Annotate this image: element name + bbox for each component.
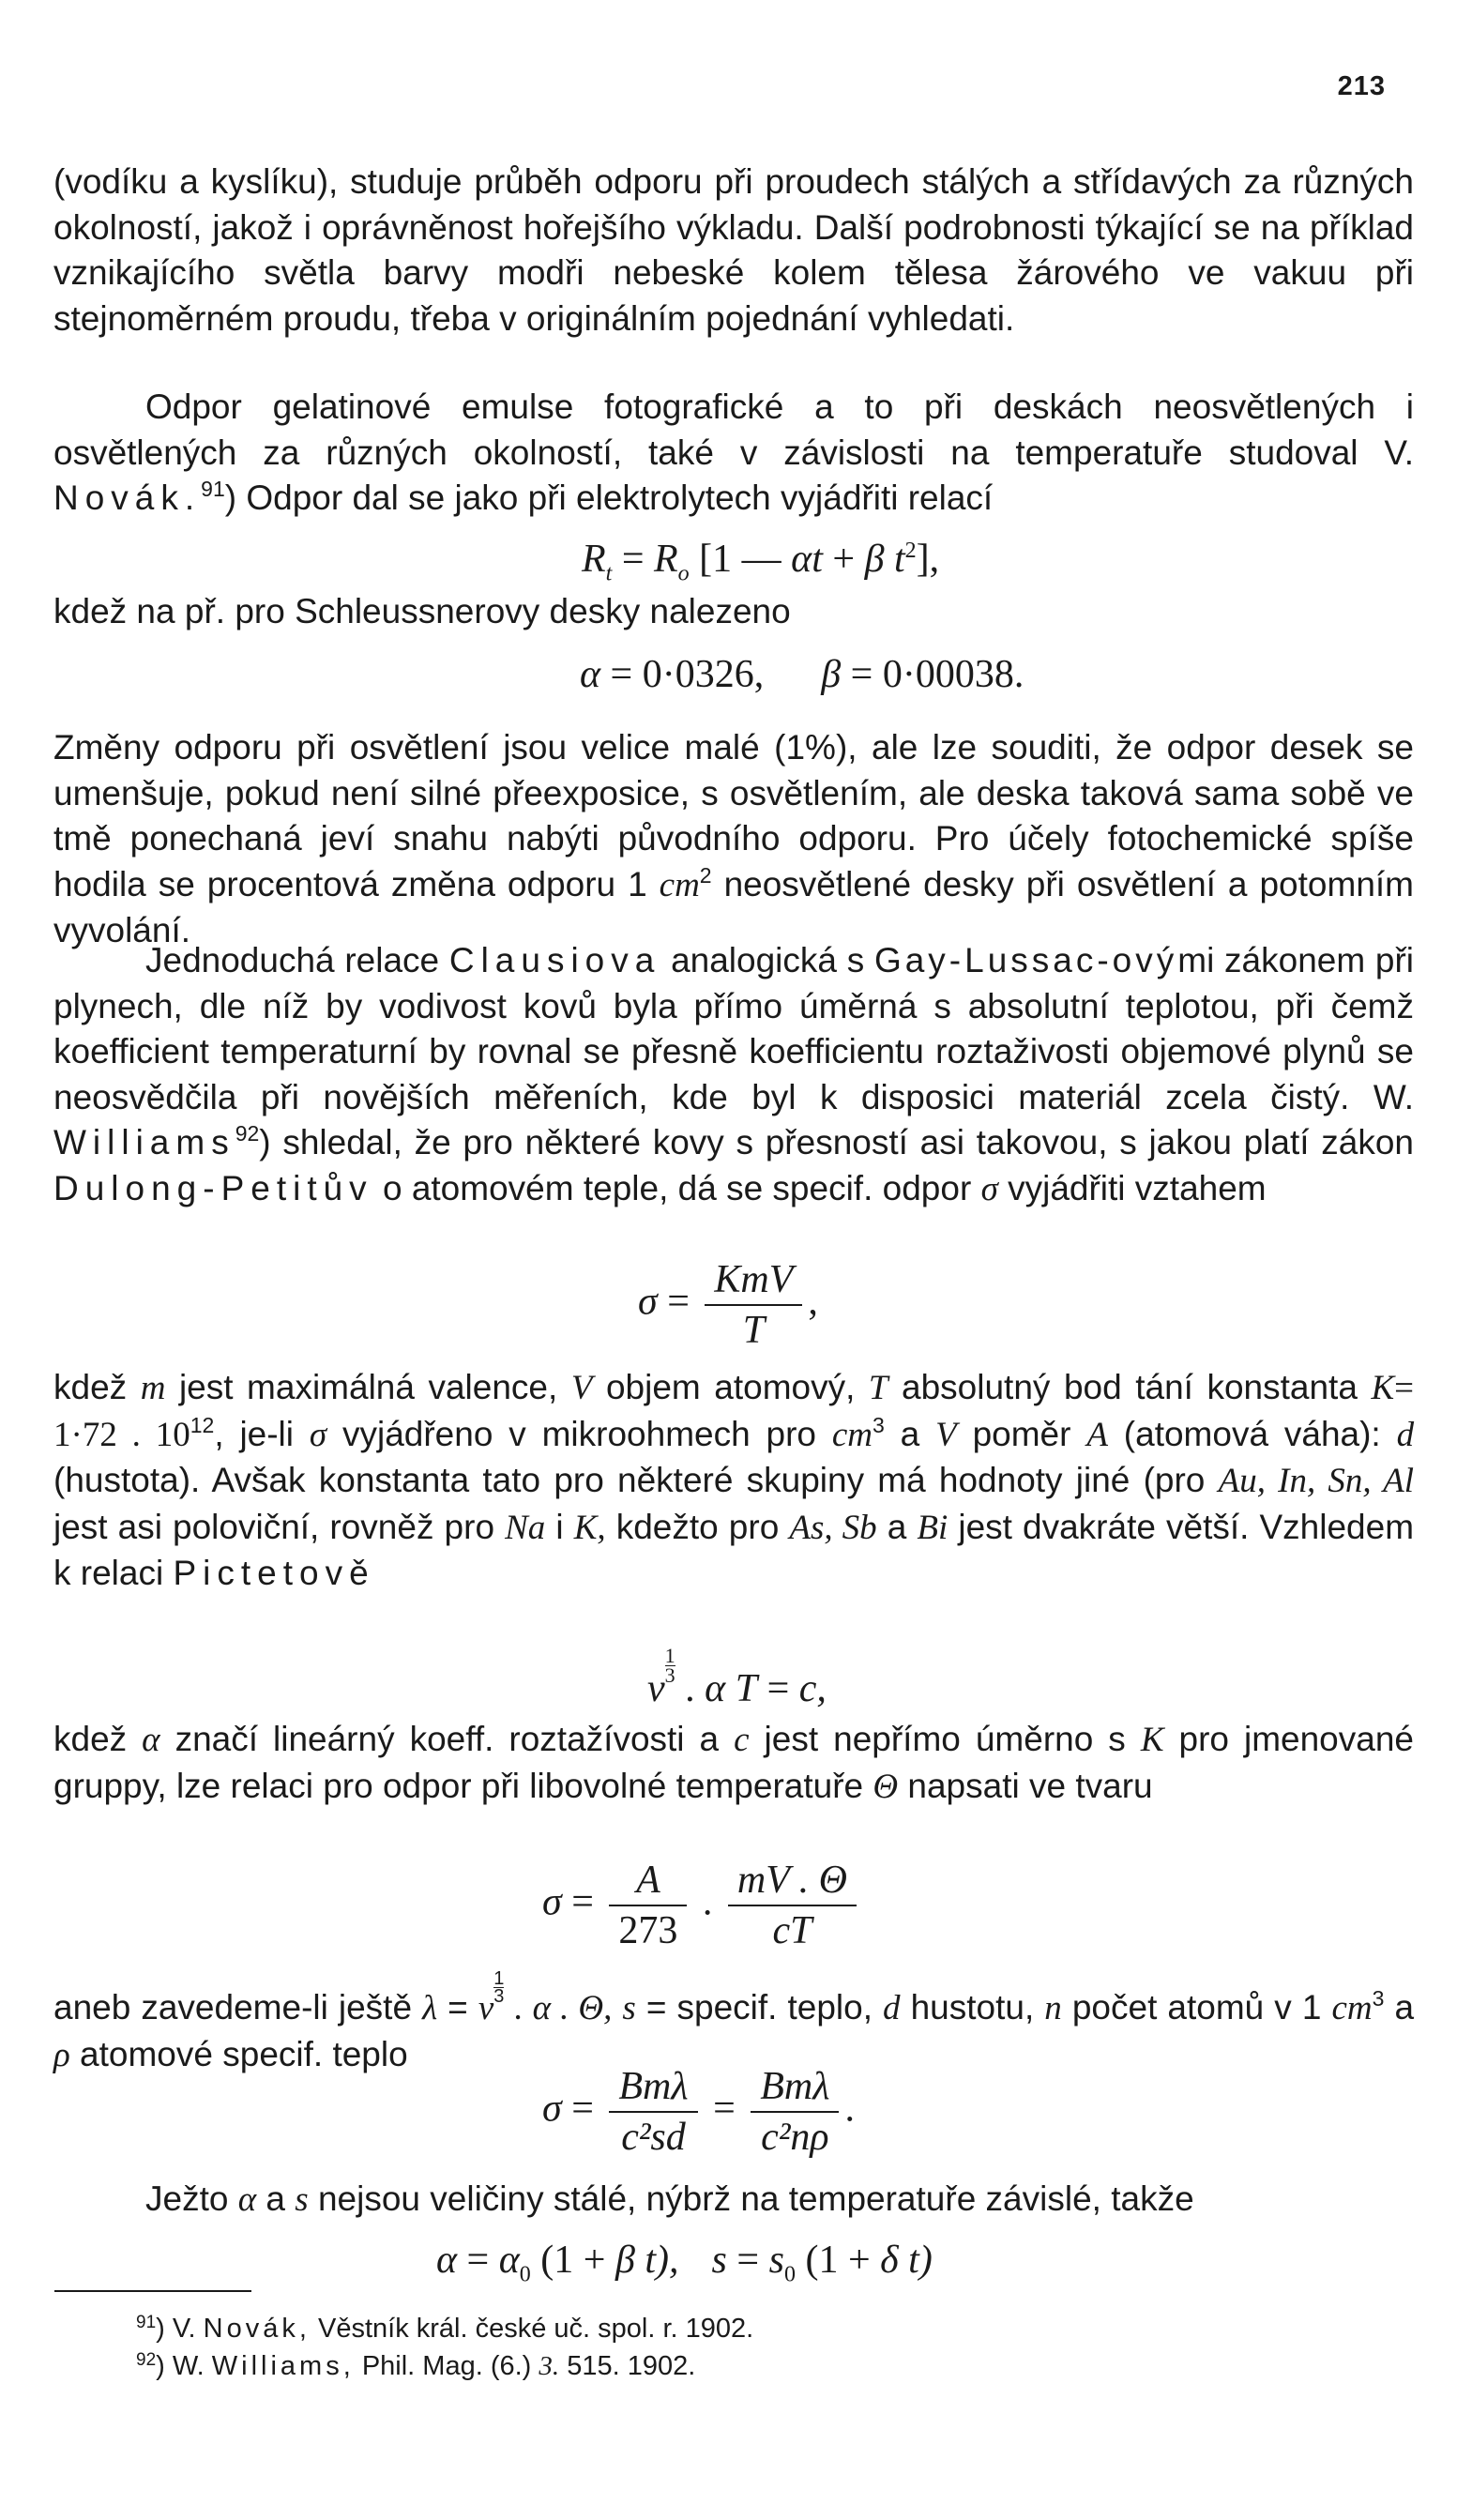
eq4-exp-num: 1 — [664, 1644, 675, 1667]
eq7-delta: δ — [880, 2239, 899, 2282]
p6-4: pro jmenované gruppy, lze relaci pro odpor při libovolné temperatuře — [53, 1720, 1414, 1805]
author-clausius: Clausiova — [448, 941, 661, 979]
p6-c: c — [734, 1721, 750, 1759]
p5-8: a — [900, 1414, 920, 1453]
p7-exp-den: 3 — [493, 1986, 505, 2007]
eq5-fraction-2 — [728, 1858, 857, 1953]
eq4-T: T — [735, 1667, 758, 1710]
eq7-part1: (1 + — [540, 2239, 606, 2282]
p6-5: napsati ve tvaru — [907, 1766, 1153, 1805]
p8-s: s — [295, 2180, 309, 2219]
p5-cm: cm — [831, 1415, 873, 1454]
eq3-comma: , — [808, 1280, 818, 1324]
paragraph-4 — [53, 938, 1414, 1212]
p5-14: kdežto pro — [615, 1507, 780, 1546]
paragraph-7 — [53, 1970, 1414, 2078]
paragraph-5 — [53, 1365, 1414, 1597]
p7-5: hustotu, — [910, 1988, 1035, 2027]
p7-rho: ρ — [53, 2035, 70, 2074]
eq6-equals-1: = — [571, 2087, 594, 2131]
paragraph-2 — [53, 385, 1414, 522]
p5-2: jest maximálná valence, — [178, 1368, 558, 1406]
footnote-91-author: Novák, — [203, 2314, 311, 2344]
eq6-num2 — [751, 2064, 839, 2113]
p5-K: K — [1371, 1369, 1395, 1407]
paragraph-3-body: Změny odporu při osvětlení jsou velice malé (1%), ale lze souditi, že odpor desek se umenšuje, pokud není silné přeexposice, s osvětlením, ale deska taková sama sobě ve tmě ponechaná jeví snahu nabýti původního odporu. Pro účely fotochemické spíše hodila se procentová změna odporu 1 — [53, 728, 1414, 903]
p5-11: (hustota). Avšak konstanta tato pro některé skupiny má hodnoty jiné (pro — [53, 1461, 1206, 1499]
eq4-v: v — [647, 1667, 665, 1710]
eq5-num2-text: mV . Θ — [736, 1859, 847, 1902]
eq4-c: c, — [798, 1667, 827, 1710]
footnote-91: $^{91}$) V. Novák, Věstník král. české uč. spol. r. 1902. — [136, 2313, 754, 2344]
p7-v: v — [478, 1989, 494, 2027]
p5-T: T — [868, 1369, 888, 1407]
p6-theta: Θ — [873, 1767, 899, 1806]
eq6-fraction-2 — [751, 2064, 839, 2160]
eq7-t1: t), — [645, 2239, 679, 2282]
paragraph-6 — [53, 1717, 1414, 1810]
footnote-92: $^{92}$) W. Williams, Phil. Mag. (6.) 3. 515. 1902. — [136, 2350, 696, 2381]
p6-alpha: α — [142, 1721, 160, 1759]
eq1-open: [1 — — [699, 538, 782, 581]
eq1-lhs-sub: t — [605, 561, 613, 586]
eq3-equals: = — [667, 1280, 690, 1324]
p7-cm: cm — [1331, 1989, 1373, 2027]
eq3-denominator — [705, 1306, 802, 1353]
eq4-alpha: α — [705, 1667, 726, 1710]
eq6-den1-text: c²sd — [621, 2116, 686, 2159]
paragraph-6-text — [53, 1717, 1414, 1810]
p7-1: aneb zavedeme-li ještě — [53, 1988, 413, 2027]
p5-Bi: Bi — [917, 1508, 948, 1547]
footnote-91-rest: Věstník král. české uč. spol. r. 1902. — [318, 2314, 754, 2344]
p4-part4: ) shledal, že pro některé kovy s přesností asi takovou, s jakou platí zákon — [259, 1123, 1414, 1161]
eq1-square: 2 — [904, 539, 917, 563]
paragraph-1 — [53, 159, 1414, 342]
footnote-92-mark: 92 — [136, 2350, 157, 2370]
eq7-sub0b: 0 — [783, 2262, 796, 2287]
eq7-equals-1: = — [466, 2239, 490, 2282]
eq6-den1 — [609, 2113, 697, 2160]
p7-7: a — [1394, 1988, 1415, 2027]
footnote-ref-91: 91 — [201, 477, 225, 501]
eq6-end: . — [844, 2087, 855, 2131]
eq5-den1: 273 — [618, 1909, 678, 1952]
eq7-t2: t) — [908, 2239, 933, 2282]
eq5-den2 — [728, 1906, 857, 1953]
p6-1: kdež — [53, 1720, 128, 1758]
eq7-equals-2: = — [736, 2239, 760, 2282]
p7-lambda: λ — [422, 1989, 438, 2027]
eq7-s0: s — [768, 2239, 784, 2282]
p5-K2: K, — [573, 1508, 606, 1547]
p4-part3: mi zákonem při plynech, dle níž by vodivost kovů byla přímo úměrná s absolutní teplotou, při čemž koefficient temperaturní by rovnal se přesně koefficientu roztaživosti objemové plynů se neosvědčila při novějších měřeních, kde byl k disposici materiál zcela čistý. W. — [53, 941, 1415, 1116]
eq1-plus: + — [832, 538, 856, 581]
p5-exp12: 12 — [190, 1412, 215, 1437]
p6-3: jest nepřímo úměrno s — [764, 1720, 1126, 1758]
eq3-den-text: T — [742, 1309, 766, 1352]
eq6-equals-2: = — [713, 2087, 736, 2131]
footnote-92-rest: Phil. Mag. (6.) — [361, 2351, 532, 2381]
p5-16: jest dvakráte větší. Vzhledem k relaci — [53, 1507, 1415, 1592]
p7-exp-num: 1 — [493, 1968, 505, 1989]
footnote-92-tail: 515. 1902. — [567, 2351, 696, 2381]
footnote-91-prefix: V. — [172, 2314, 196, 2344]
eq6-num1-text: Bmλ — [618, 2065, 689, 2108]
eq2-alpha-value: 0·0326, — [642, 653, 765, 696]
eq5-num2 — [728, 1858, 857, 1906]
p5-4: absolutný bod tání konstanta — [902, 1368, 1358, 1406]
equation-sigma-lambda — [542, 2064, 855, 2160]
p8-mid: a — [266, 2179, 285, 2218]
eq3-sigma: σ — [638, 1280, 658, 1324]
footnote-92-volume: 3. — [539, 2351, 560, 2381]
footnote-92-prefix: W. — [172, 2351, 205, 2381]
eq5-den2-text: cT — [772, 1909, 812, 1952]
eq6-num1 — [609, 2064, 697, 2113]
paragraph-2-after: ) Odpor dal se jako při elektrolytech vyjádřiti relací — [224, 478, 994, 517]
p4-part1: Jednoduchá relace — [145, 941, 440, 979]
p5-9: poměr — [972, 1414, 1071, 1453]
eq7-alpha0: α — [498, 2239, 520, 2282]
p5-A: A — [1086, 1415, 1108, 1454]
p7-8: atomové specif. teplo — [80, 2034, 408, 2073]
p5-5: = 1·72 . 10 — [53, 1369, 1414, 1454]
page-number: 213 — [1337, 71, 1386, 101]
p5-6: , je-li — [214, 1414, 294, 1453]
eq1-t1: t — [812, 538, 823, 581]
p5-10: (atomová váha): — [1123, 1414, 1381, 1453]
eq7-s: s — [711, 2239, 727, 2282]
author-williams: Williams — [53, 1123, 235, 1161]
eq4-equals: = — [766, 1667, 790, 1710]
paragraph-8-text — [53, 2177, 1414, 2224]
paragraph-2-text — [53, 385, 1414, 522]
equation-sigma-kmv — [638, 1257, 818, 1353]
p5-V2: V — [935, 1415, 957, 1454]
paragraph-1-text: (vodíku a kyslíku), studuje průběh odporu při proudech stálých a střídavých za různých okolností, jakož i oprávněnost hořejšího výkladu. Další podrobnosti týkající se na příklad vznikajícího světla barvy modři nebeské kolem tělesa žárového ve vakuu při stejnoměrném proudu, třeba v originálním pojednání vyhledati. — [53, 162, 1414, 338]
p7-exponent — [493, 1970, 504, 2005]
p6-K: K — [1140, 1721, 1164, 1759]
p5-13: i — [555, 1507, 564, 1546]
eq3-fraction — [705, 1257, 802, 1353]
eq6-den2-text: c²nρ — [761, 2116, 829, 2159]
footnote-divider — [54, 2290, 251, 2292]
eq5-num1 — [609, 1858, 687, 1906]
p4-part6: vyjádřiti vztahem — [1008, 1168, 1267, 1207]
eq1-r: R — [654, 538, 678, 581]
eq1-close: ], — [916, 538, 940, 581]
p5-elements2: As, Sb — [789, 1508, 877, 1547]
eq7-alpha: α — [436, 2239, 458, 2282]
equation-pictet — [647, 1644, 827, 1712]
eq1-t2: t — [894, 538, 905, 581]
p7-6: počet atomů v 1 — [1071, 1988, 1322, 2027]
eq6-den2 — [751, 2113, 839, 2160]
paragraph-5-text — [53, 1365, 1414, 1597]
p6-2: značí lineárný koeff. roztažívosti a — [175, 1720, 720, 1758]
eq7-beta: β — [615, 2239, 635, 2282]
p8-alpha: α — [237, 2180, 257, 2219]
eq6-fraction-1 — [609, 2064, 697, 2160]
eq1-alpha: α — [791, 538, 812, 581]
p5-3: objem atomový, — [605, 1368, 856, 1406]
footnote-91-mark: 91 — [136, 2313, 157, 2332]
p5-elements1: Au, In, Sn, Al — [1218, 1462, 1415, 1500]
eq5-num1-text: A — [636, 1859, 660, 1902]
p7-3: . α . Θ, — [514, 1989, 613, 2027]
p5-sigma: σ — [309, 1415, 327, 1454]
p8-end: nejsou veličiny stálé, nýbrž na temperatuře závislé, takže — [317, 2179, 1194, 2218]
p7-d: d — [883, 1989, 901, 2027]
author-novak: Novák. — [53, 478, 202, 517]
eq1-equals: = — [621, 538, 645, 581]
eq4-exponent — [664, 1644, 675, 1687]
eq5-equals: = — [571, 1880, 594, 1924]
eq6-sigma: σ — [542, 2087, 562, 2131]
p7-s: s — [622, 1989, 636, 2027]
eq2-alpha: α — [580, 653, 601, 696]
eq2-equals-2: = — [850, 653, 873, 696]
p5-Na: Na — [505, 1508, 546, 1547]
equation-constants — [580, 652, 1024, 698]
eq2-beta: β — [821, 653, 842, 696]
line-after-eq1 — [53, 589, 1414, 635]
eq5-fraction-1 — [609, 1858, 687, 1953]
unit-cm: cm — [659, 865, 700, 904]
author-dulong-petit: Dulong-Petitův — [53, 1168, 373, 1207]
eq7-part2: (1 + — [805, 2239, 871, 2282]
paragraph-3-text — [53, 725, 1414, 954]
eq4-dot: . — [685, 1667, 695, 1710]
p8-1: Ježto — [145, 2179, 229, 2218]
footnote-92-author: Williams, — [211, 2351, 355, 2381]
p7-exp3: 3 — [1372, 1986, 1385, 2011]
p5-12: jest asi poloviční, rovněž pro — [53, 1507, 495, 1546]
eq6-num2-text: Bmλ — [760, 2065, 830, 2108]
paragraph-8 — [53, 2177, 1414, 2224]
p5-1: kdež — [53, 1368, 128, 1406]
unit-cm-exponent: 2 — [699, 862, 712, 888]
eq4-exp-den: 3 — [664, 1663, 675, 1687]
eq5-dot: . — [702, 1880, 713, 1924]
eq5-sigma: σ — [542, 1880, 562, 1924]
eq1-lhs: R — [582, 538, 606, 581]
author-pictet: Pictetově — [173, 1554, 375, 1592]
eq2-equals-1: = — [610, 653, 633, 696]
equation-resistance-temperature — [582, 528, 939, 597]
equation-alpha-s-temperature — [436, 2238, 933, 2298]
symbol-sigma: σ — [980, 1169, 998, 1208]
p5-exp3: 3 — [873, 1412, 885, 1437]
eq2-beta-value: 0·00038. — [882, 653, 1024, 696]
equation-sigma-temperature — [542, 1858, 862, 1953]
p5-7: vyjádřeno v mikroohmech pro — [341, 1414, 816, 1453]
line-after-eq1-text: kdež na př. pro Schleussnerovy desky nalezeno — [53, 592, 791, 630]
p5-15: a — [887, 1507, 907, 1546]
footnotes — [136, 2310, 1356, 2385]
eq3-num-text: KmV — [714, 1258, 794, 1301]
author-gay-lussac: Gay-Lussac-ový — [873, 941, 1178, 979]
p7-2: = — [448, 1988, 468, 2027]
p5-d: d — [1396, 1415, 1415, 1454]
p4-part5: o atomovém teple, dá se specif. odpor — [382, 1168, 972, 1207]
paragraph-3-end: neosvětlené desky při osvětlení a potomním vyvolání. — [53, 864, 1414, 949]
p4-part2: analogická s — [671, 941, 865, 979]
paragraph-3 — [53, 725, 1414, 954]
footnote-ref-92: 92 — [235, 1121, 260, 1146]
p5-V: V — [570, 1369, 593, 1407]
paragraph-7-text — [53, 1970, 1414, 2078]
eq3-numerator — [705, 1257, 802, 1306]
p7-4: = specif. teplo, — [645, 1988, 873, 2027]
p5-m: m — [140, 1369, 166, 1407]
paragraph-2-before: Odpor gelatinové emulse fotografické a to při deskách neosvětlených i osvětlených za různých okolností, také v závislosti na temperatuře studoval V. — [53, 387, 1414, 472]
p7-n: n — [1044, 1989, 1062, 2027]
eq1-r-sub: o — [677, 561, 690, 586]
paragraph-4-text — [53, 938, 1414, 1212]
eq1-beta: β — [864, 538, 885, 581]
eq7-sub0: 0 — [519, 2262, 531, 2287]
